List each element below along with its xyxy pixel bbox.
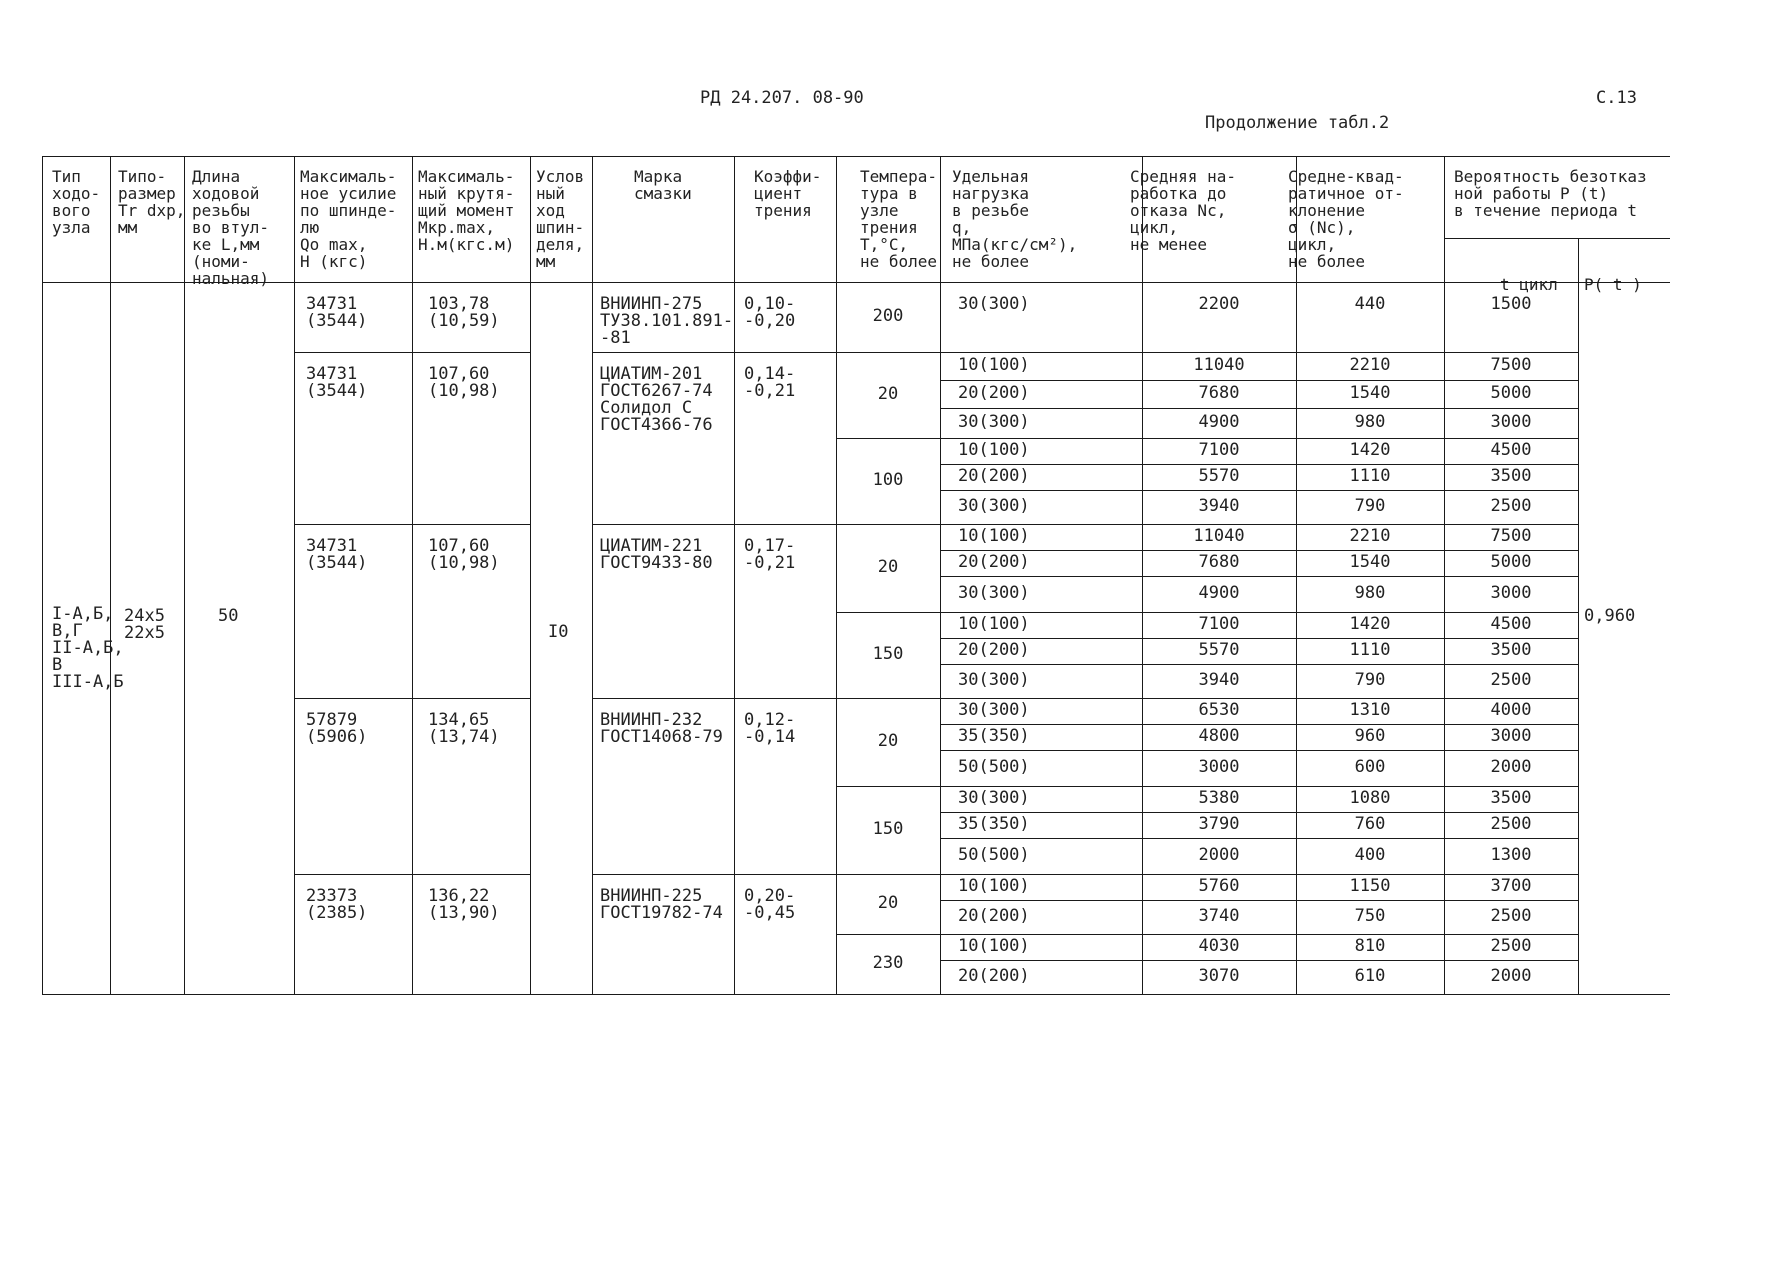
mean-life-value: 7680 — [1198, 552, 1240, 572]
t-cycle-value: 2500 — [1490, 814, 1532, 834]
header-mean-life: Средняя на- работка до отказа Nc, цикл, не менее — [1130, 167, 1236, 254]
temperature-value: 20 — [877, 893, 899, 913]
header-size: Типо- размер Tr dxp, мм — [118, 167, 186, 237]
column-border — [940, 156, 941, 994]
specific-load-value: 10(100) — [958, 440, 1030, 460]
std-deviation-value: 1110 — [1349, 466, 1391, 486]
std-deviation-value: 1080 — [1349, 788, 1391, 808]
std-deviation-value: 980 — [1354, 412, 1386, 432]
t-cycle-value: 2000 — [1490, 757, 1532, 777]
specific-load-value: 30(300) — [958, 700, 1030, 720]
std-deviation-value: 1150 — [1349, 876, 1391, 896]
size-value: 24х5 22х5 — [124, 606, 165, 643]
column-border — [1142, 156, 1143, 994]
header-max-torque: Максималь- ный крутя- щий момент Мкр.max, Н.м(кгс.м) — [418, 167, 515, 254]
max-torque-value: 107,60 (10,98) — [428, 364, 500, 401]
specific-load-value: 20(200) — [958, 466, 1030, 486]
row-border — [940, 750, 1578, 751]
max-force-value: 34731 (3544) — [306, 536, 368, 573]
temperature-value: 150 — [872, 644, 904, 664]
mean-life-value: 11040 — [1193, 526, 1245, 546]
column-border — [184, 156, 185, 994]
group-border — [294, 994, 530, 995]
mean-life-value: 3740 — [1198, 906, 1240, 926]
column-border — [592, 156, 593, 994]
specific-load-value: 30(300) — [958, 583, 1030, 603]
row-border — [940, 994, 1578, 995]
std-deviation-value: 400 — [1354, 845, 1386, 865]
std-deviation-value: 600 — [1354, 757, 1386, 777]
row-border — [940, 408, 1578, 409]
t-cycle-value: 4500 — [1490, 614, 1532, 634]
table-continuation-label: Продолжение табл.2 — [1205, 113, 1390, 133]
row-border — [940, 550, 1578, 551]
header-temperature: Темпера- тура в узле трения T,°С, не более — [860, 167, 938, 271]
std-deviation-value: 960 — [1354, 726, 1386, 746]
max-force-value: 34731 (3544) — [306, 294, 368, 331]
row-border — [940, 698, 1578, 699]
mean-life-value: 3940 — [1198, 670, 1240, 690]
temperature-value: 230 — [872, 953, 904, 973]
temperature-value: 200 — [872, 306, 904, 326]
specific-load-value: 10(100) — [958, 355, 1030, 375]
max-torque-value: 134,65 (13,74) — [428, 710, 500, 747]
header-stroke: Услов ный ход шпин- деля, мм — [536, 167, 585, 271]
friction-value: 0,14- -0,21 — [744, 364, 796, 401]
lubricant-value: ВНИИНП-232 ГОСТ14068-79 — [600, 710, 723, 747]
t-cycle-value: 2500 — [1490, 936, 1532, 956]
friction-value: 0,20- -0,45 — [744, 886, 796, 923]
t-cycle-value: 5000 — [1490, 383, 1532, 403]
group-border — [592, 994, 836, 995]
std-deviation-value: 760 — [1354, 814, 1386, 834]
header-lubricant: Марка смазки — [634, 167, 692, 203]
group-border — [592, 874, 836, 875]
friction-value: 0,10- -0,20 — [744, 294, 796, 331]
t-cycle-value: 4500 — [1490, 440, 1532, 460]
row-border — [940, 464, 1578, 465]
mean-life-value: 4800 — [1198, 726, 1240, 746]
specific-load-value: 10(100) — [958, 526, 1030, 546]
row-border — [940, 724, 1578, 725]
specific-load-value: 30(300) — [958, 496, 1030, 516]
unit-type-value: I-А,Б, В,Г II-А,Б, В III-А,Б — [52, 604, 124, 692]
column-border — [294, 156, 295, 994]
specific-load-value: 20(200) — [958, 906, 1030, 926]
std-deviation-value: 610 — [1354, 966, 1386, 986]
column-border — [1296, 156, 1297, 994]
t-cycle-value: 1300 — [1490, 845, 1532, 865]
max-force-value: 23373 (2385) — [306, 886, 368, 923]
mean-life-value: 5760 — [1198, 876, 1240, 896]
max-force-value: 57879 (5906) — [306, 710, 368, 747]
mean-life-value: 3790 — [1198, 814, 1240, 834]
specific-load-value: 30(300) — [958, 294, 1030, 314]
header-friction: Коэффи- циент трения — [754, 167, 822, 220]
max-torque-value: 136,22 (13,90) — [428, 886, 500, 923]
t-cycle-value: 3500 — [1490, 640, 1532, 660]
friction-value: 0,12- -0,14 — [744, 710, 796, 747]
t-cycle-value: 2000 — [1490, 966, 1532, 986]
page-number: С.13 — [1596, 88, 1637, 108]
t-cycle-value: 2500 — [1490, 670, 1532, 690]
row-border — [940, 438, 1578, 439]
specific-load-value: 30(300) — [958, 788, 1030, 808]
group-border — [592, 352, 836, 353]
t-cycle-value: 5000 — [1490, 552, 1532, 572]
t-cycle-value: 3500 — [1490, 788, 1532, 808]
temperature-value: 20 — [877, 557, 899, 577]
probability-subheader-border — [1444, 238, 1670, 239]
friction-value: 0,17- -0,21 — [744, 536, 796, 573]
specific-load-value: 30(300) — [958, 670, 1030, 690]
group-border — [294, 698, 530, 699]
temperature-value: 150 — [872, 819, 904, 839]
t-cycle-value: 3000 — [1490, 412, 1532, 432]
row-border — [940, 576, 1578, 577]
column-border — [530, 156, 531, 994]
std-deviation-value: 810 — [1354, 936, 1386, 956]
t-cycle-value: 2500 — [1490, 496, 1532, 516]
specific-load-value: 10(100) — [958, 876, 1030, 896]
std-deviation-value: 980 — [1354, 583, 1386, 603]
header-probability: Вероятность безотказ ной работы P (t) в течение периода t — [1454, 167, 1647, 220]
mean-life-value: 4900 — [1198, 583, 1240, 603]
header-p-t: P( t ) — [1584, 275, 1642, 294]
std-deviation-value: 1420 — [1349, 440, 1391, 460]
row-border — [940, 934, 1578, 935]
t-cycle-value: 3000 — [1490, 583, 1532, 603]
row-border — [940, 664, 1578, 665]
mean-life-value: 5570 — [1198, 466, 1240, 486]
header-t-cycle: t цикл — [1500, 275, 1558, 294]
t-cycle-value: 3000 — [1490, 726, 1532, 746]
row-border — [940, 874, 1578, 875]
row-border — [940, 380, 1578, 381]
lubricant-value: ЦИАТИМ-201 ГОСТ6267-74 Солидол С ГОСТ4366-76 — [600, 364, 713, 435]
document-code: РД 24.207. 08-90 — [700, 88, 864, 108]
mean-life-value: 4030 — [1198, 936, 1240, 956]
mean-life-value: 7100 — [1198, 614, 1240, 634]
row-border — [940, 960, 1578, 961]
t-cycle-value: 7500 — [1490, 355, 1532, 375]
header-specific-load: Удельная нагрузка в резьбе q, МПа(кгс/см²), не более — [952, 167, 1078, 271]
row-border — [940, 638, 1578, 639]
lubricant-value: ЦИАТИМ-221 ГОСТ9433-80 — [600, 536, 713, 573]
std-deviation-value: 750 — [1354, 906, 1386, 926]
column-border — [1578, 238, 1579, 994]
max-force-value: 34731 (3544) — [306, 364, 368, 401]
row-border — [940, 490, 1578, 491]
max-torque-value: 107,60 (10,98) — [428, 536, 500, 573]
mean-life-value: 3940 — [1198, 496, 1240, 516]
specific-load-value: 20(200) — [958, 640, 1030, 660]
t-cycle-value: 4000 — [1490, 700, 1532, 720]
mean-life-value: 5380 — [1198, 788, 1240, 808]
mean-life-value: 11040 — [1193, 355, 1245, 375]
mean-life-value: 7680 — [1198, 383, 1240, 403]
t-cycle-value: 2500 — [1490, 906, 1532, 926]
t-cycle-value: 1500 — [1490, 294, 1532, 314]
column-border — [110, 156, 111, 994]
std-deviation-value: 2210 — [1349, 355, 1391, 375]
thread-length-value: 50 — [218, 606, 239, 626]
group-border — [592, 698, 836, 699]
mean-life-value: 4900 — [1198, 412, 1240, 432]
std-deviation-value: 1310 — [1349, 700, 1391, 720]
column-border — [42, 156, 43, 994]
header-thread-length: Длина ходовой резьбы во втул- ке L,мм (номи- нальная) — [192, 167, 270, 288]
std-deviation-value: 1540 — [1349, 383, 1391, 403]
column-border — [734, 156, 735, 994]
row-border — [940, 812, 1578, 813]
group-border — [294, 352, 530, 353]
specific-load-value: 10(100) — [958, 936, 1030, 956]
mean-life-value: 2200 — [1198, 294, 1240, 314]
temperature-value: 20 — [877, 731, 899, 751]
row-border — [940, 900, 1578, 901]
specific-load-value: 20(200) — [958, 552, 1030, 572]
specific-load-value: 20(200) — [958, 966, 1030, 986]
mean-life-value: 2000 — [1198, 845, 1240, 865]
header-std-deviation: Средне-квад- ратичное от- клонение σ (Nc), цикл, не более — [1288, 167, 1404, 271]
mean-life-value: 7100 — [1198, 440, 1240, 460]
t-cycle-value: 3700 — [1490, 876, 1532, 896]
specific-load-value: 20(200) — [958, 383, 1030, 403]
specific-load-value: 10(100) — [958, 614, 1030, 634]
std-deviation-value: 790 — [1354, 670, 1386, 690]
mean-life-value: 5570 — [1198, 640, 1240, 660]
lubricant-value: ВНИИНП-275 ТУ38.101.891- -81 — [600, 294, 734, 348]
row-border — [940, 524, 1578, 525]
probability-value: 0,960 — [1584, 606, 1636, 626]
std-deviation-value: 1110 — [1349, 640, 1391, 660]
t-cycle-value: 7500 — [1490, 526, 1532, 546]
specific-load-value: 35(350) — [958, 726, 1030, 746]
mean-life-value: 3070 — [1198, 966, 1240, 986]
column-border — [412, 156, 413, 994]
header-bottom-border — [42, 282, 1670, 283]
row-border — [940, 786, 1578, 787]
t-cycle-value: 3500 — [1490, 466, 1532, 486]
std-deviation-value: 1540 — [1349, 552, 1391, 572]
lubricant-value: ВНИИНП-225 ГОСТ19782-74 — [600, 886, 723, 923]
specific-load-value: 50(500) — [958, 757, 1030, 777]
specific-load-value: 50(500) — [958, 845, 1030, 865]
std-deviation-value: 2210 — [1349, 526, 1391, 546]
mean-life-value: 6530 — [1198, 700, 1240, 720]
specific-load-value: 35(350) — [958, 814, 1030, 834]
column-border — [1444, 156, 1445, 994]
header-unit-type: Тип ходо- вого узла — [52, 167, 101, 237]
stroke-value: I0 — [548, 622, 569, 642]
specific-load-value: 30(300) — [958, 412, 1030, 432]
row-border — [940, 352, 1578, 353]
row-border — [940, 838, 1578, 839]
group-border — [294, 524, 530, 525]
std-deviation-value: 790 — [1354, 496, 1386, 516]
mean-life-value: 3000 — [1198, 757, 1240, 777]
temperature-value: 20 — [877, 384, 899, 404]
group-border — [294, 874, 530, 875]
temperature-value: 100 — [872, 470, 904, 490]
std-deviation-value: 1420 — [1349, 614, 1391, 634]
max-torque-value: 103,78 (10,59) — [428, 294, 500, 331]
table-top-border — [42, 156, 1670, 157]
data-table — [42, 156, 1670, 1111]
group-border — [592, 524, 836, 525]
std-deviation-value: 440 — [1354, 294, 1386, 314]
row-border — [940, 612, 1578, 613]
header-max-force: Максималь- ное усилие по шпинде- лю Qo max, Н (кгс) — [300, 167, 397, 271]
